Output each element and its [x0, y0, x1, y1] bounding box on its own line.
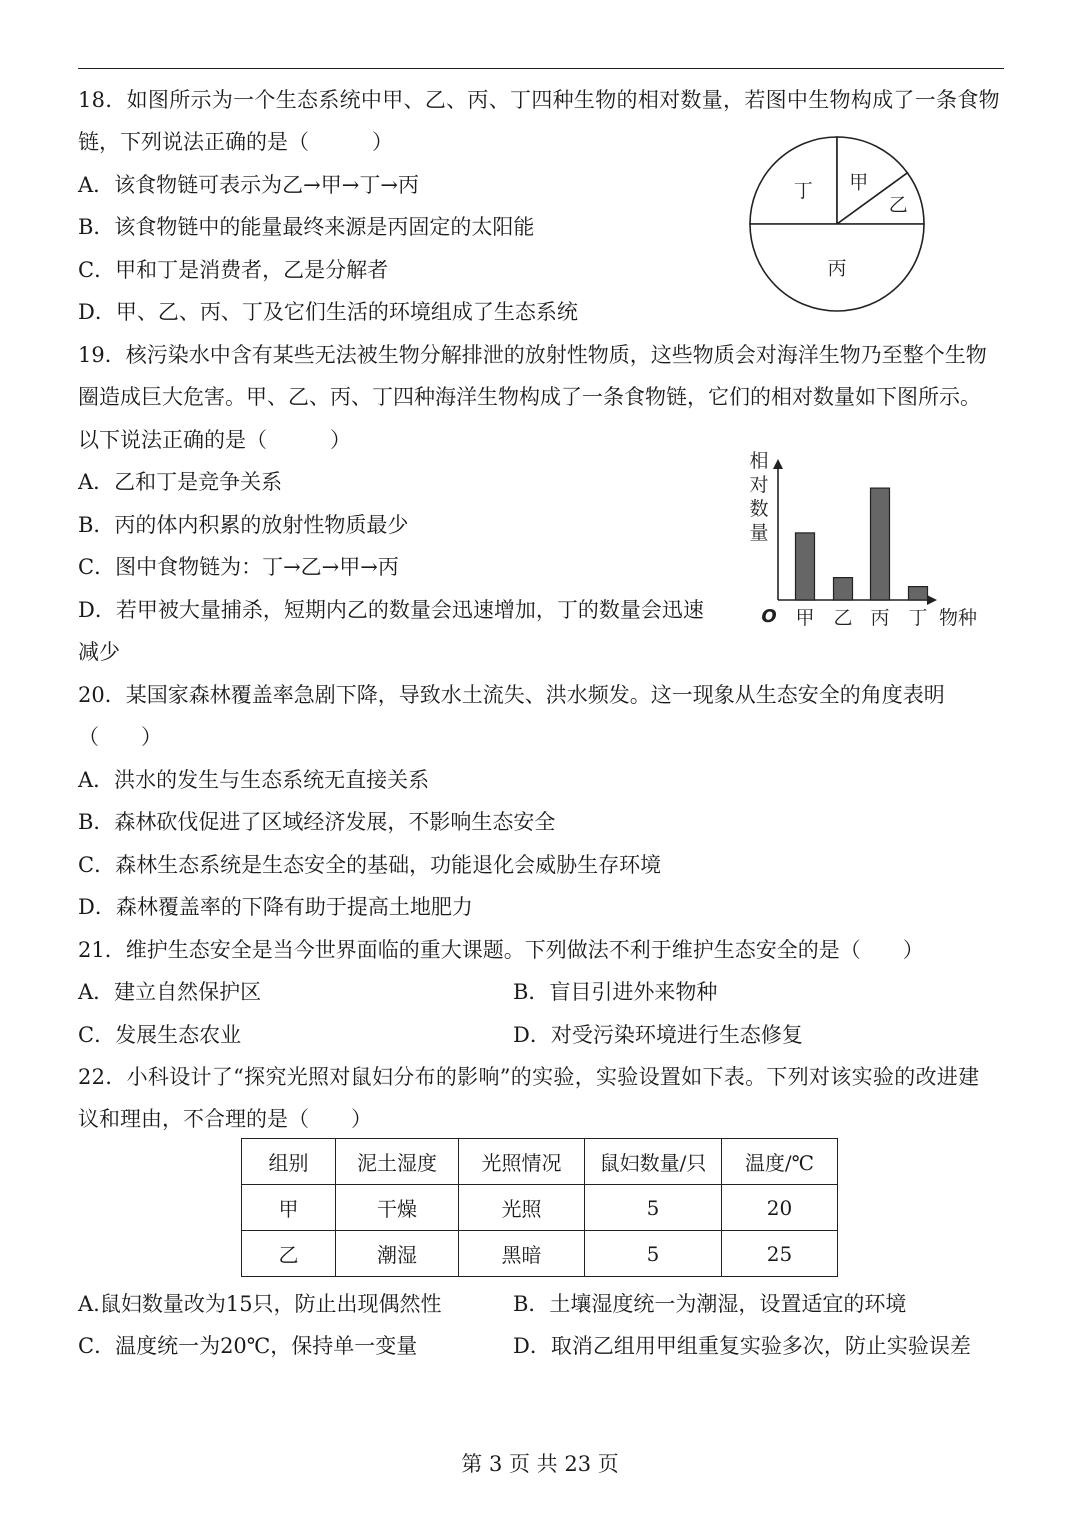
q22-option-c[interactable]: C．温度统一为20℃，保持单一变量	[78, 1334, 418, 1358]
table-cell: 光照	[459, 1185, 585, 1231]
table-cell: 潮湿	[336, 1231, 459, 1277]
origin-label: O	[761, 606, 777, 627]
q18-stem-line2: 链，下列说法正确的是（ ）	[78, 130, 393, 154]
header-rule	[78, 68, 1004, 69]
x-tick-label: 乙	[833, 607, 853, 629]
y-axis-label-char: 数	[749, 498, 769, 520]
x-tick-label: 甲	[795, 607, 815, 629]
bar-丙	[871, 488, 890, 600]
q20-stem-line1: 20．某国家森林覆盖率急剧下降，导致水土流失、洪水频发。这一现象从生态安全的角度表明	[78, 683, 945, 707]
q19-option-a[interactable]: A．乙和丁是竞争关系	[78, 470, 283, 494]
table-header-cell: 泥土湿度	[336, 1139, 459, 1185]
q19-stem-line1: 19．核污染水中含有某些无法被生物分解排泄的放射性物质，这些物质会对海洋生物乃至整个生物	[78, 343, 987, 367]
q21-option-d[interactable]: D．对受污染环境进行生态修复	[513, 1023, 803, 1047]
table-row	[242, 1185, 838, 1231]
q20-stem-line2: （ ）	[78, 725, 162, 749]
q22-stem-line1: 22．小科设计了“探究光照对鼠妇分布的影响”的实验，实验设置如下表。下列对该实验的改进建	[78, 1065, 980, 1089]
q18-stem-line1: 18．如图所示为一个生态系统中甲、乙、丙、丁四种生物的相对数量，若图中生物构成了一条食物	[78, 88, 1000, 112]
y-axis-label-char: 量	[749, 522, 769, 544]
page-footer: 第 3 页 共 23 页	[461, 1452, 619, 1476]
pie-label-1: 丁	[793, 180, 813, 203]
q20-option-b[interactable]: B．森林砍伐促进了区域经济发展，不影响生态安全	[78, 810, 556, 834]
q19-bar-chart	[745, 445, 985, 635]
q19-stem-line2: 圈造成巨大危害。甲、乙、丙、丁四种海洋生物构成了一条食物链，它们的相对数量如下图所示。	[78, 385, 981, 409]
q18-option-a[interactable]: A．该食物链可表示为乙→甲→丁→丙	[78, 173, 419, 197]
table-header-cell: 温度/℃	[722, 1139, 838, 1185]
y-axis-label-char: 对	[749, 474, 769, 496]
table-cell: 20	[722, 1185, 838, 1231]
bar-乙	[834, 578, 853, 600]
q22-option-b[interactable]: B．土壤湿度统一为潮湿，设置适宜的环境	[513, 1292, 907, 1316]
x-tick-label: 丙	[870, 607, 890, 629]
table-cell: 干燥	[336, 1185, 459, 1231]
y-axis-label-char: 相	[749, 450, 769, 472]
x-axis-label: 物种	[939, 607, 978, 629]
q18-option-c[interactable]: C．甲和丁是消费者，乙是分解者	[78, 258, 389, 282]
q21-stem: 21．维护生态安全是当今世界面临的重大课题。下列做法不利于维护生态安全的是（ ）	[78, 938, 924, 962]
q20-option-c[interactable]: C．森林生态系统是生态安全的基础，功能退化会威胁生存环境	[78, 853, 662, 877]
q22-experiment-table	[241, 1138, 838, 1277]
q20-option-a[interactable]: A．洪水的发生与生态系统无直接关系	[78, 768, 430, 792]
table-cell: 乙	[242, 1231, 336, 1277]
table-header-cell: 组别	[242, 1139, 336, 1185]
q19-option-d[interactable]: D．若甲被大量捕杀，短期内乙的数量会迅速增加，丁的数量会迅速	[78, 598, 704, 622]
q20-option-d[interactable]: D．森林覆盖率的下降有助于提高土地肥力	[78, 895, 473, 919]
pie-label-3: 乙	[888, 194, 908, 217]
q22-option-d[interactable]: D．取消乙组用甲组重复实验多次，防止实验误差	[513, 1334, 971, 1358]
q22-option-a[interactable]: A.鼠妇数量改为15只，防止出现偶然性	[78, 1292, 442, 1316]
q18-option-b[interactable]: B．该食物链中的能量最终来源是丙固定的太阳能	[78, 215, 535, 239]
q19-stem-line3: 以下说法正确的是（ ）	[78, 428, 351, 452]
table-row	[242, 1231, 838, 1277]
x-axis-arrow	[927, 595, 937, 605]
table-cell: 5	[585, 1185, 722, 1231]
q19-option-d-cont: 减少	[78, 640, 120, 664]
pie-label-2: 甲	[849, 171, 869, 194]
q21-option-c[interactable]: C．发展生态农业	[78, 1023, 242, 1047]
table-header-cell: 鼠妇数量/只	[585, 1139, 722, 1185]
bar-丁	[909, 587, 928, 600]
q21-option-b[interactable]: B．盲目引进外来物种	[513, 980, 718, 1004]
y-axis-arrow	[773, 459, 783, 469]
table-cell: 5	[585, 1231, 722, 1277]
q18-option-d[interactable]: D．甲、乙、丙、丁及它们生活的环境组成了生态系统	[78, 300, 578, 324]
q19-option-b[interactable]: B．丙的体内积累的放射性物质最少	[78, 513, 409, 537]
q18-pie-chart	[740, 128, 936, 320]
q22-stem-line2: 议和理由，不合理的是（ ）	[78, 1107, 372, 1131]
table-cell: 甲	[242, 1185, 336, 1231]
pie-label-4: 丙	[827, 257, 847, 280]
x-tick-label: 丁	[908, 607, 928, 629]
q21-option-a[interactable]: A．建立自然保护区	[78, 980, 262, 1004]
table-cell: 25	[722, 1231, 838, 1277]
table-cell: 黑暗	[459, 1231, 585, 1277]
q19-option-c[interactable]: C．图中食物链为：丁→乙→甲→丙	[78, 555, 399, 579]
table-header-cell: 光照情况	[459, 1139, 585, 1185]
table-header-row	[242, 1139, 838, 1185]
bar-甲	[796, 533, 815, 600]
